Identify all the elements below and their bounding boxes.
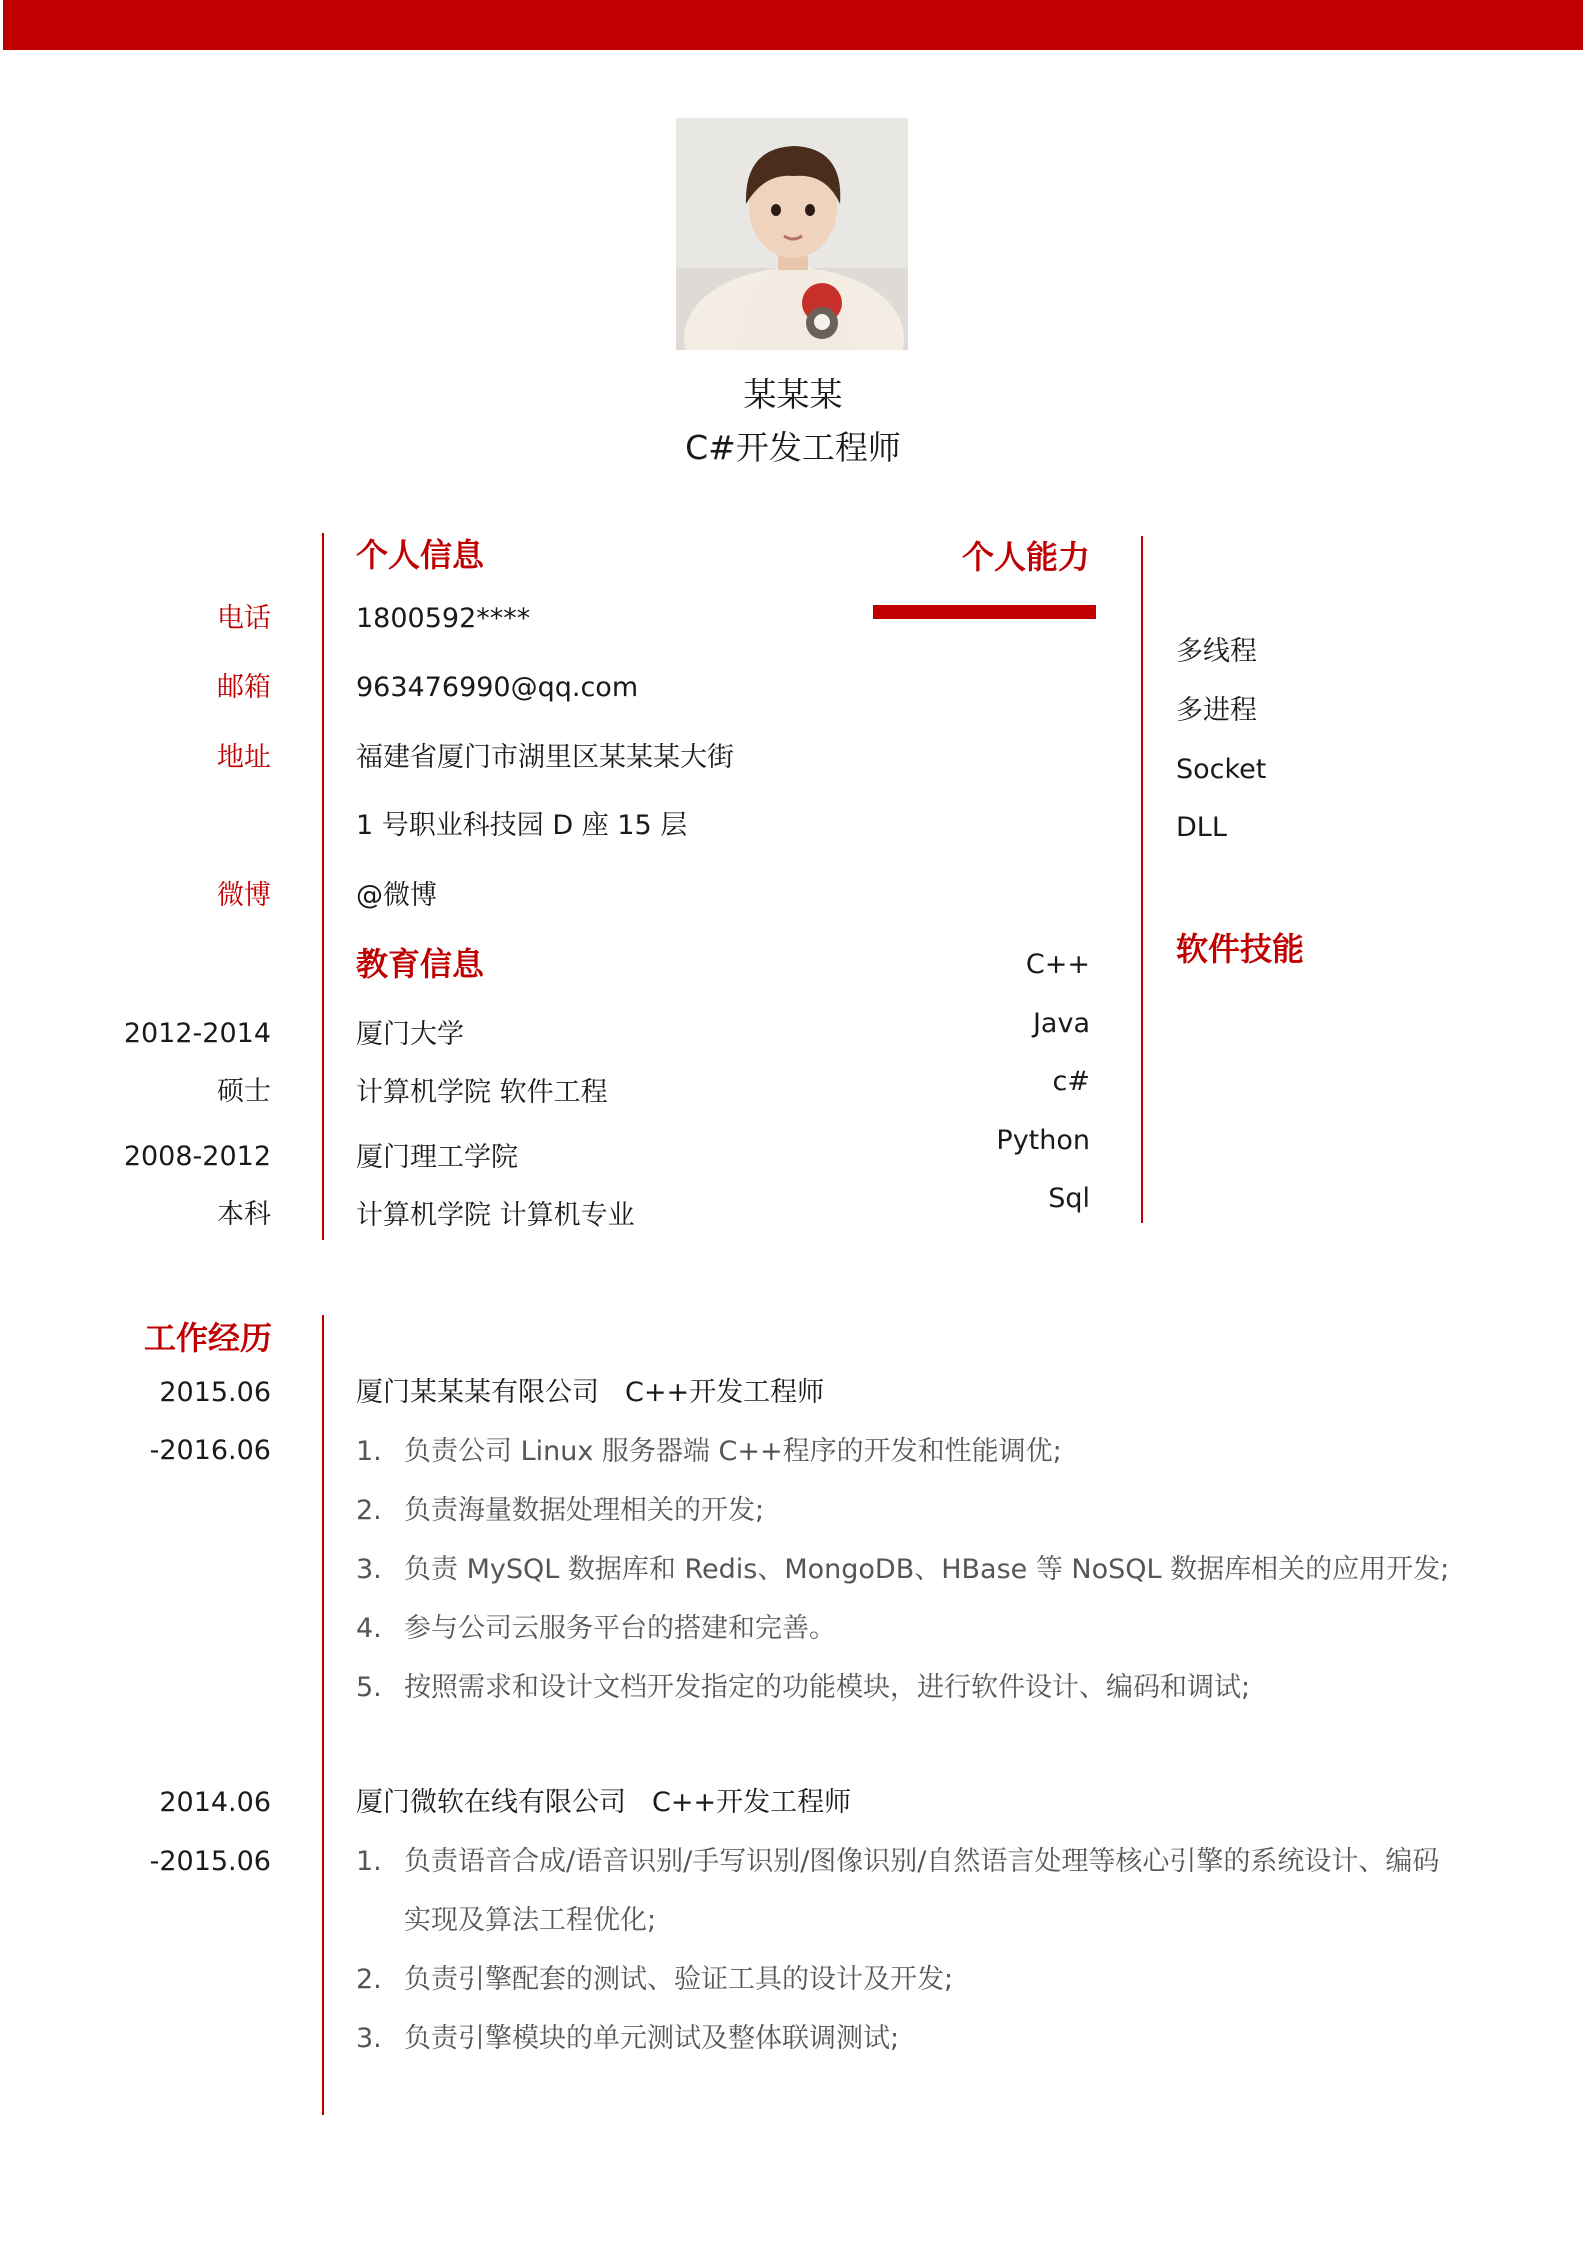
- edu-years: 2008-2012: [123, 1141, 271, 1172]
- work-position: C++开发工程师: [625, 1377, 825, 1408]
- duty-text: 负责公司 Linux 服务器端 C++程序的开发和性能调优;: [404, 1436, 1062, 1467]
- left-divider-bottom: [322, 1315, 324, 2115]
- duty-text: 负责 MySQL 数据库和 Redis、MongoDB、HBase 等 NoSQL 数据库相关的应用开发;: [404, 1554, 1450, 1585]
- contact-value-address-line2: 1 号职业科技园 D 座 15 层: [356, 810, 688, 841]
- edu-major: 计算机学院 软件工程: [356, 1077, 608, 1108]
- profile-photo: [676, 118, 908, 350]
- duty-number: 3.: [356, 1554, 382, 1585]
- work-company-line: [356, 1375, 824, 1411]
- duty-number: 2.: [356, 1964, 382, 1995]
- edu-school: 厦门理工学院: [356, 1142, 518, 1173]
- duty-number: 1.: [356, 1846, 382, 1877]
- work-duty: [356, 1599, 1456, 1658]
- work-position: C++开发工程师: [652, 1787, 852, 1818]
- duty-text: 负责引擎配套的测试、验证工具的设计及开发;: [404, 1964, 954, 1995]
- duty-text: 负责引擎模块的单元测试及整体联调测试;: [404, 2023, 900, 2054]
- person-name: 某某某: [743, 375, 843, 414]
- work-company: 厦门微软在线有限公司: [356, 1787, 626, 1818]
- ability-item: DLL: [1176, 812, 1227, 843]
- duty-text: 负责海量数据处理相关的开发;: [404, 1495, 765, 1526]
- section-personal-info: 个人信息: [356, 536, 485, 574]
- work-duty: [356, 1481, 1456, 1540]
- duty-number: 5.: [356, 1672, 382, 1703]
- work-duty: [356, 2009, 1456, 2068]
- section-work: 工作经历: [144, 1319, 273, 1357]
- contact-value-address: 福建省厦门市湖里区某某某大街: [356, 742, 734, 773]
- contact-value-phone: 1800592****: [356, 603, 531, 634]
- work-duty: [356, 1950, 1456, 2009]
- duty-number: 3.: [356, 2023, 382, 2054]
- work-company-line: [356, 1785, 851, 1821]
- duty-number: 1.: [356, 1436, 382, 1467]
- language-item: C++: [1025, 949, 1090, 980]
- language-item: c#: [1052, 1066, 1090, 1097]
- child-portrait-image: [676, 118, 908, 350]
- contact-label-address: 地址: [217, 742, 271, 773]
- duty-number: 2.: [356, 1495, 382, 1526]
- contact-value-weibo: @微博: [356, 880, 437, 911]
- ability-underline: [873, 605, 1096, 619]
- section-software-skills: 软件技能: [1176, 930, 1305, 968]
- edu-school: 厦门大学: [356, 1019, 464, 1050]
- edu-major: 计算机学院 计算机专业: [356, 1200, 635, 1231]
- contact-value-email: 963476990@qq.com: [356, 672, 639, 703]
- section-personal-ability: 个人能力: [961, 538, 1090, 576]
- duty-text: 按照需求和设计文档开发指定的功能模块，进行软件设计、编码和调试;: [404, 1672, 1251, 1703]
- language-item: Python: [996, 1125, 1090, 1156]
- edu-degree: 本科: [217, 1199, 271, 1230]
- top-accent-bar: [3, 0, 1583, 50]
- language-item: Sql: [1048, 1183, 1090, 1214]
- contact-label-email: 邮箱: [217, 672, 271, 703]
- ability-item: Socket: [1176, 754, 1267, 785]
- language-item: Java: [1032, 1008, 1090, 1039]
- work-duty: [356, 1658, 1456, 1717]
- duty-text: 参与公司云服务平台的搭建和完善。: [404, 1613, 836, 1644]
- job-title: C#开发工程师: [685, 428, 901, 467]
- ability-item: 多线程: [1176, 636, 1257, 667]
- work-end-date: -2015.06: [149, 1846, 271, 1877]
- ability-item: 多进程: [1176, 695, 1257, 726]
- work-start-date: 2015.06: [159, 1377, 271, 1408]
- right-divider: [1141, 536, 1143, 1223]
- section-education: 教育信息: [356, 945, 485, 983]
- left-divider-top: [322, 533, 324, 1240]
- duty-text: 负责语音合成/语音识别/手写识别/图像识别/自然语言处理等核心引擎的系统设计、编码实现及算法工程优化;: [404, 1846, 1440, 1936]
- contact-label-weibo: 微博: [217, 880, 271, 911]
- work-end-date: -2016.06: [149, 1435, 271, 1466]
- contact-label-phone: 电话: [217, 603, 271, 634]
- work-duty: [356, 1832, 1456, 1950]
- work-duty: [356, 1422, 1456, 1481]
- work-company: 厦门某某某有限公司: [356, 1377, 599, 1408]
- work-start-date: 2014.06: [159, 1787, 271, 1818]
- edu-years: 2012-2014: [123, 1018, 271, 1049]
- edu-degree: 硕士: [217, 1076, 271, 1107]
- work-duty: [356, 1540, 1456, 1599]
- duty-number: 4.: [356, 1613, 382, 1644]
